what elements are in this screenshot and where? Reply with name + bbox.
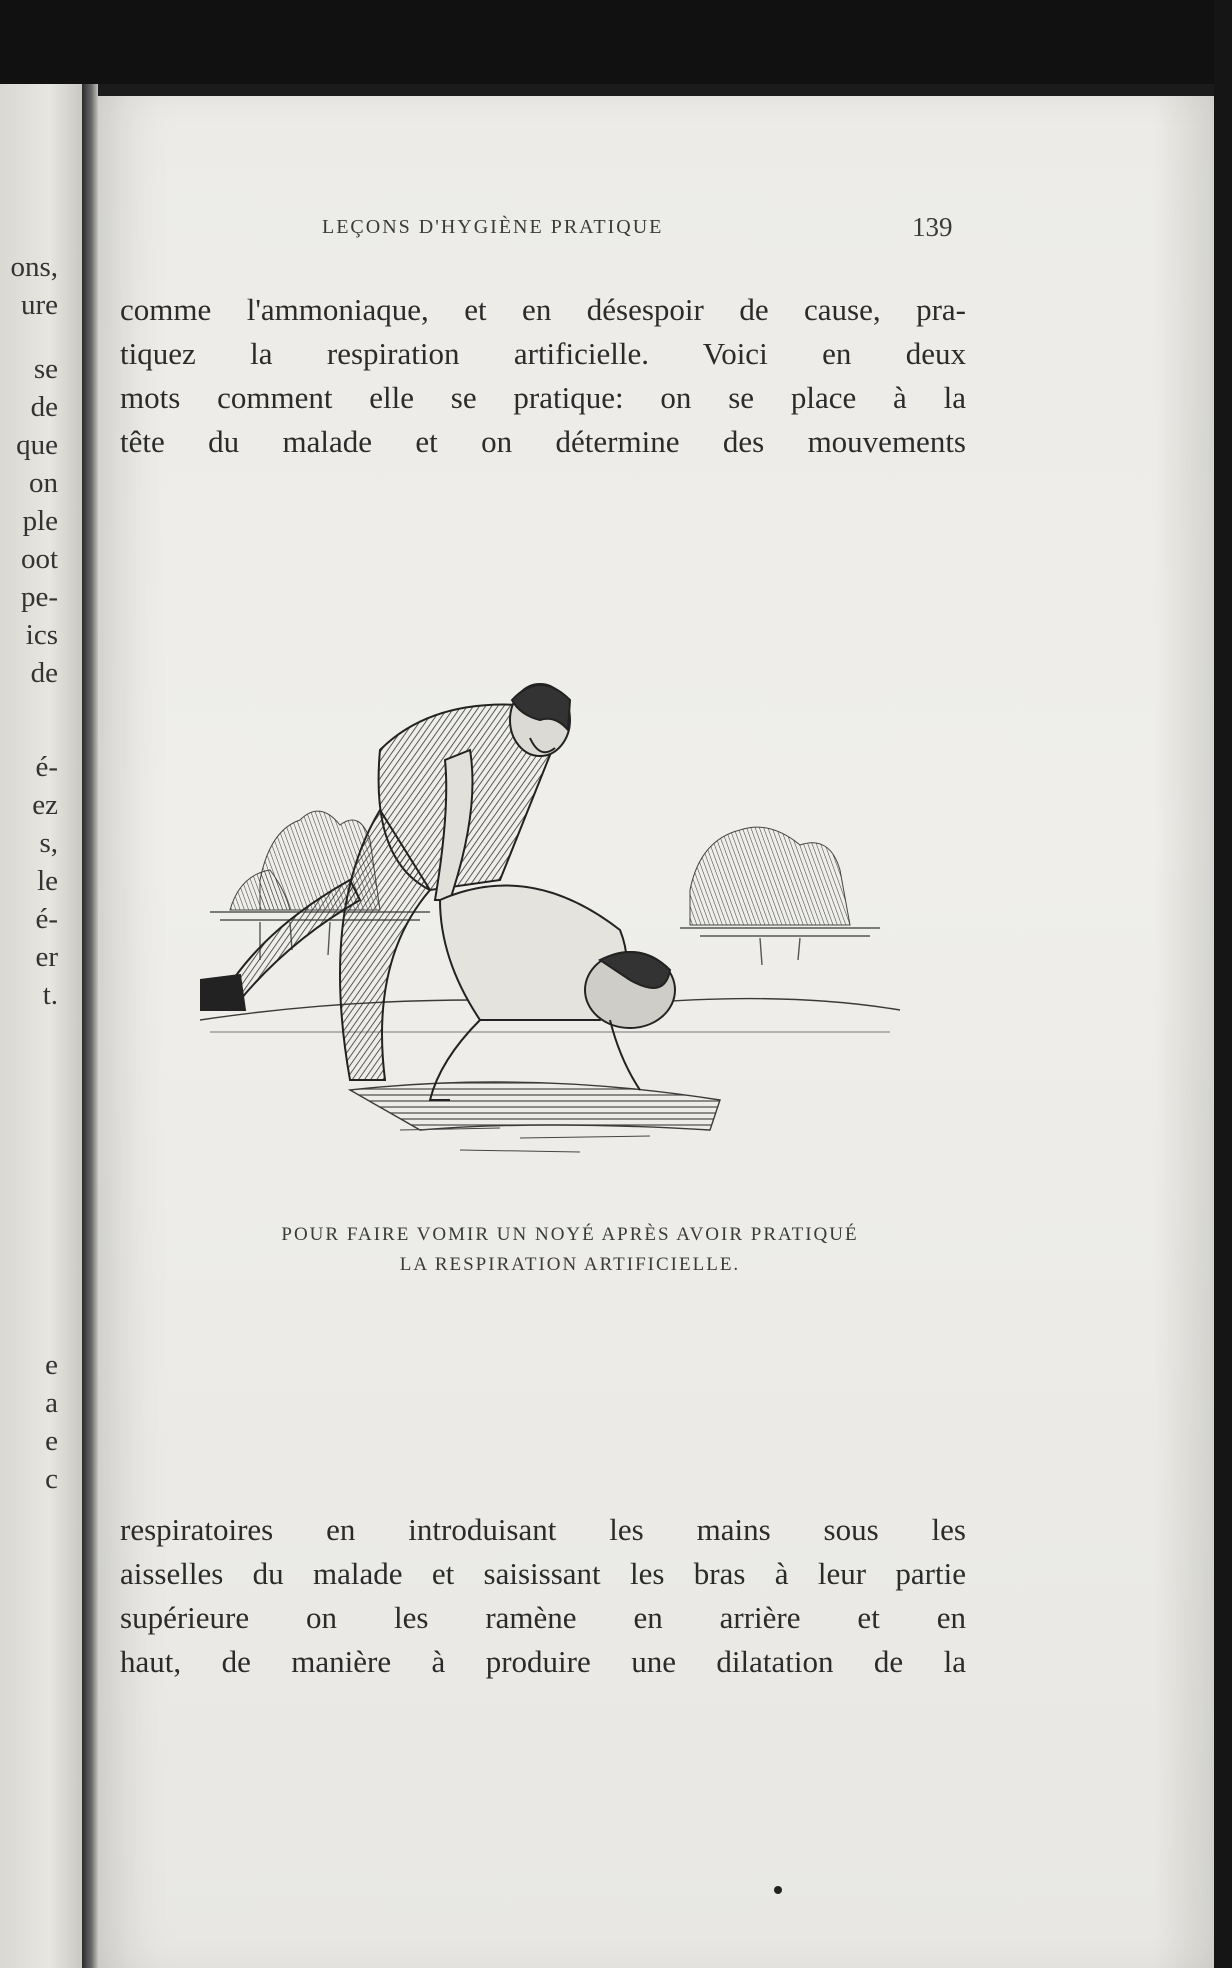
text-line: tête du malade et on détermine des mouvements [120,424,966,459]
paragraph-top [120,288,966,464]
page-number: 139 [912,212,953,242]
book-gutter [82,84,98,1968]
scan-top-margin [0,0,1232,84]
paragraph-bottom [120,1508,966,1684]
left-page-fragment: ons, [10,251,58,283]
text-line: aisselles du malade et saisissant les bras à leur partie [120,1556,966,1591]
left-page-fragment: se [33,353,58,385]
running-header: LEÇONS D'HYGIÈNE PRATIQUE [322,216,664,238]
text-line: respiratoires en introduisant les mains sous les [120,1512,966,1547]
left-page-fragment: le [37,865,58,897]
left-page-fragment: e [45,1425,58,1457]
left-page-fragment: pe- [20,581,58,613]
engraving-detail [400,1128,650,1152]
left-page-fragment: ics [25,619,58,651]
left-page-fragment: ple [22,505,58,537]
page-edge-shadow [1154,96,1214,1968]
left-page-fragment: oot [20,543,58,575]
patient-figure [430,885,675,1100]
left-page-fragment: er [35,941,58,973]
left-page-fragment: t. [42,979,58,1011]
left-page-fragment: e [45,1349,58,1381]
scan-right-margin [1214,0,1232,1968]
left-page-fragment: é- [35,751,58,783]
left-page-fragment: que [16,429,58,461]
ink-speck [774,1886,782,1894]
figure-caption [160,1220,980,1280]
left-page-fragment: é- [35,903,58,935]
trees-right [690,827,850,925]
engraving-illustration [200,660,960,1200]
left-page-fragment: on [29,467,58,499]
left-page-fragment: de [30,657,58,689]
left-page-fragment: c [45,1463,58,1495]
left-page-fragment: ure [20,289,58,321]
text-line: mots comment elle se pratique: on se place à la [120,380,966,415]
text-line: supérieure on les ramène en arrière et en [120,1600,966,1635]
caption-line: POUR FAIRE VOMIR UN NOYÉ APRÈS AVOIR PRATIQUÉ [281,1224,859,1245]
left-page-fragment: s, [39,827,58,859]
text-line: tiquez la respiration artificielle. Voici en deux [120,336,966,371]
left-page-fragment: de [30,391,58,423]
caption-line: LA RESPIRATION ARTIFICIELLE. [399,1254,741,1275]
left-page-fragment: ez [32,789,58,821]
left-page-fragment: a [45,1387,58,1419]
text-line: haut, de manière à produire une dilatation de la [120,1644,966,1679]
text-line: comme l'ammoniaque, et en désespoir de cause, pra- [120,292,966,327]
left-facing-page [0,84,82,1968]
